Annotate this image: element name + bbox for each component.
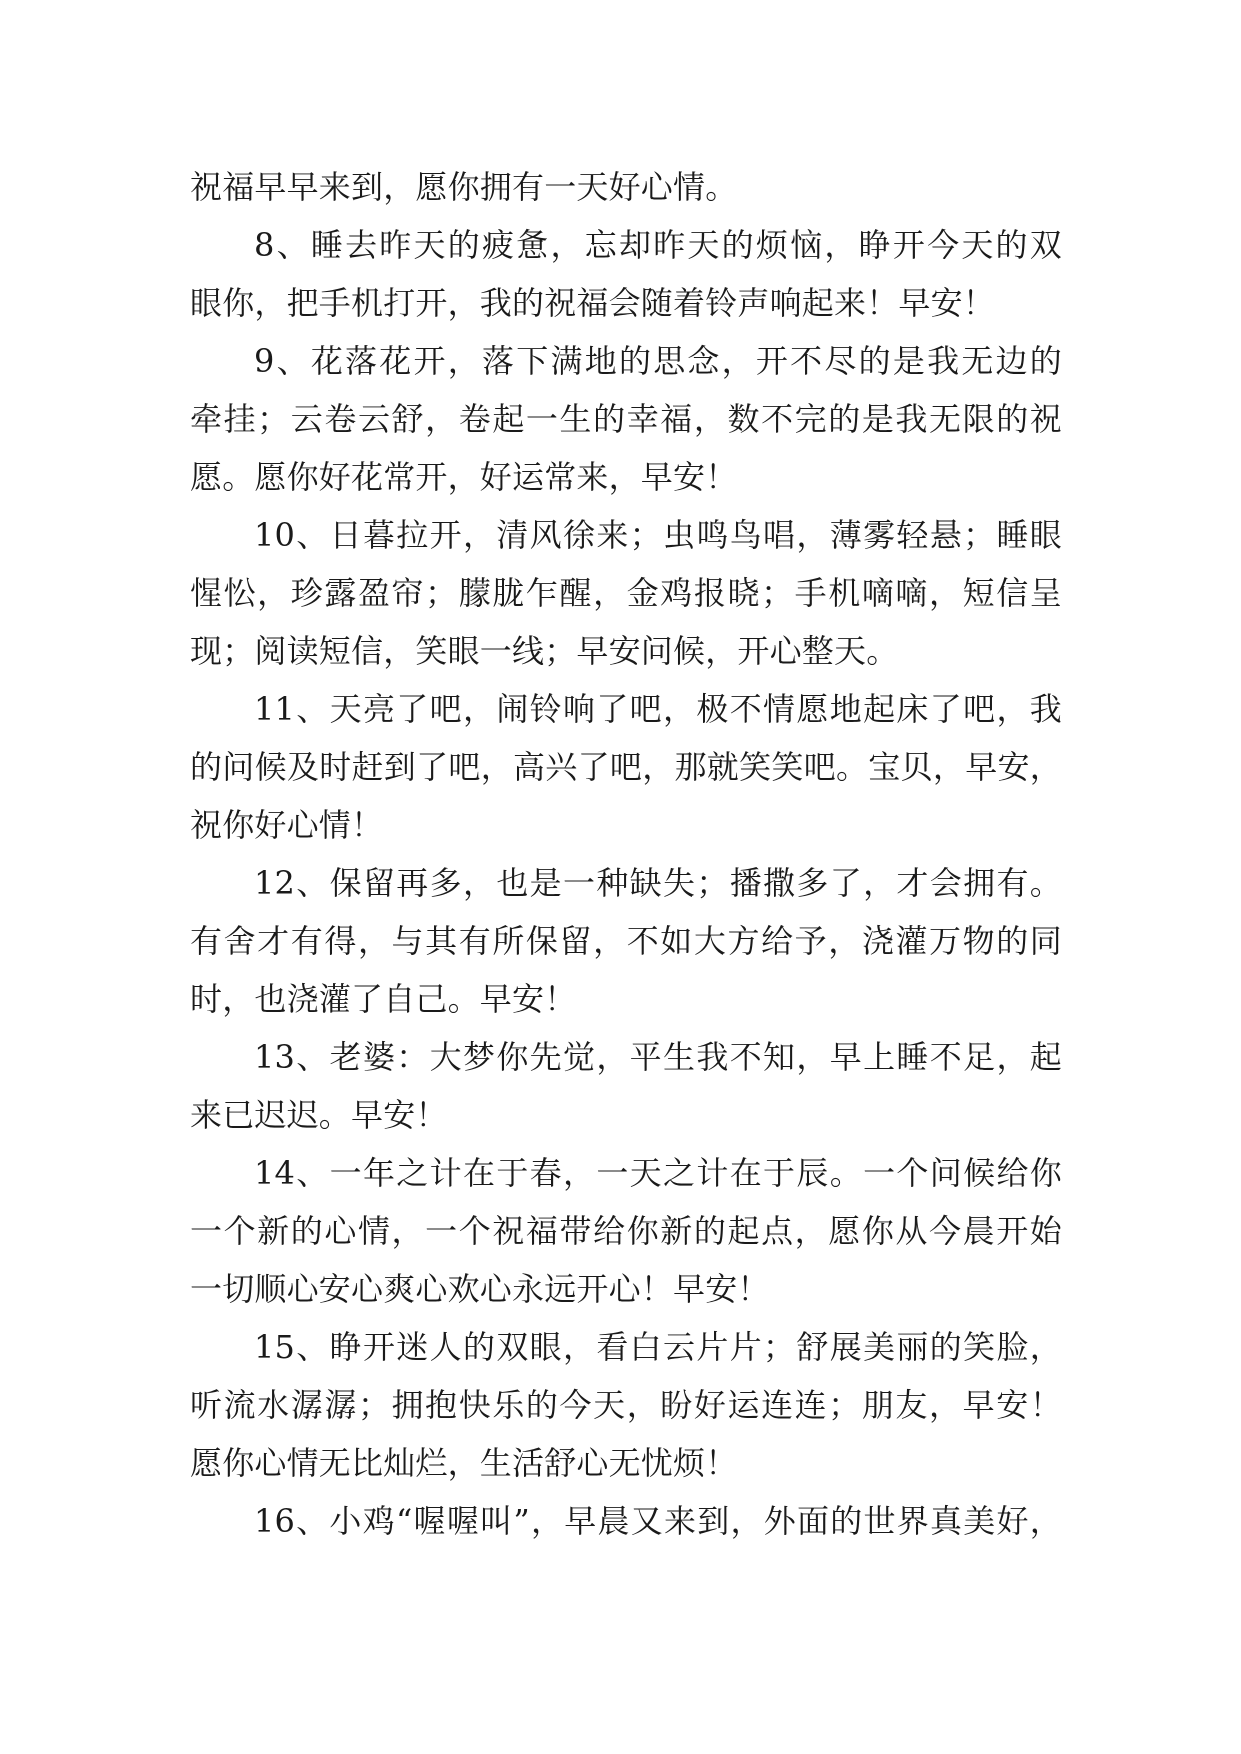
paragraph-line: 牵挂；云卷云舒，卷起一生的幸福，数不完的是我无限的祝 — [190, 400, 1062, 438]
paragraph-line: 一个新的心情，一个祝福带给你新的起点，愿你从今晨开始 — [190, 1212, 1062, 1250]
paragraph-line: 的问候及时赶到了吧，高兴了吧，那就笑笑吧。宝贝，早安， — [190, 748, 1062, 786]
paragraph-line: 愿你心情无比灿烂，生活舒心无忧烦！ — [190, 1444, 738, 1482]
paragraph-line: 14、一年之计在于春，一天之计在于辰。一个问候给你 — [254, 1154, 1062, 1192]
paragraph-line: 祝福早早来到，愿你拥有一天好心情。 — [190, 168, 738, 206]
paragraph-line: 10、日暮拉开，清风徐来；虫鸣鸟唱，薄雾轻悬；睡眼 — [254, 516, 1062, 554]
paragraph-line: 12、保留再多，也是一种缺失；播撒多了，才会拥有。 — [254, 864, 1062, 902]
paragraph-line: 一切顺心安心爽心欢心永远开心！早安！ — [190, 1270, 770, 1308]
paragraph-line: 愿。愿你好花常开，好运常来，早安！ — [190, 458, 738, 496]
document-body — [190, 158, 1062, 1550]
paragraph-line: 13、老婆：大梦你先觉，平生我不知，早上睡不足，起 — [254, 1038, 1062, 1076]
paragraph-line: 16、小鸡“喔喔叫”，早晨又来到，外面的世界真美好， — [254, 1502, 1062, 1540]
paragraph-line: 9、花落花开，落下满地的思念，开不尽的是我无边的 — [254, 342, 1062, 380]
paragraph-line: 11、天亮了吧，闹铃响了吧，极不情愿地起床了吧，我 — [254, 690, 1062, 728]
paragraph-line: 祝你好心情！ — [190, 806, 384, 844]
paragraph-line: 时，也浇灌了自己。早安！ — [190, 980, 577, 1018]
paragraph-line: 来已迟迟。早安！ — [190, 1096, 448, 1134]
paragraph-line: 惺忪，珍露盈帘；朦胧乍醒，金鸡报晓；手机嘀嘀，短信呈 — [190, 574, 1062, 612]
paragraph-line: 眼你，把手机打开，我的祝福会随着铃声响起来！早安！ — [190, 284, 996, 322]
paragraph-line: 有舍才有得，与其有所保留，不如大方给予，浇灌万物的同 — [190, 922, 1062, 960]
paragraph-line: 听流水潺潺；拥抱快乐的今天，盼好运连连；朋友，早安！ — [190, 1386, 1062, 1424]
paragraph-line: 现；阅读短信，笑眼一线；早安问候，开心整天。 — [190, 632, 899, 670]
paragraph-line: 15、睁开迷人的双眼，看白云片片；舒展美丽的笑脸， — [254, 1328, 1062, 1366]
paragraph-line: 8、睡去昨天的疲惫，忘却昨天的烦恼，睁开今天的双 — [254, 226, 1062, 264]
